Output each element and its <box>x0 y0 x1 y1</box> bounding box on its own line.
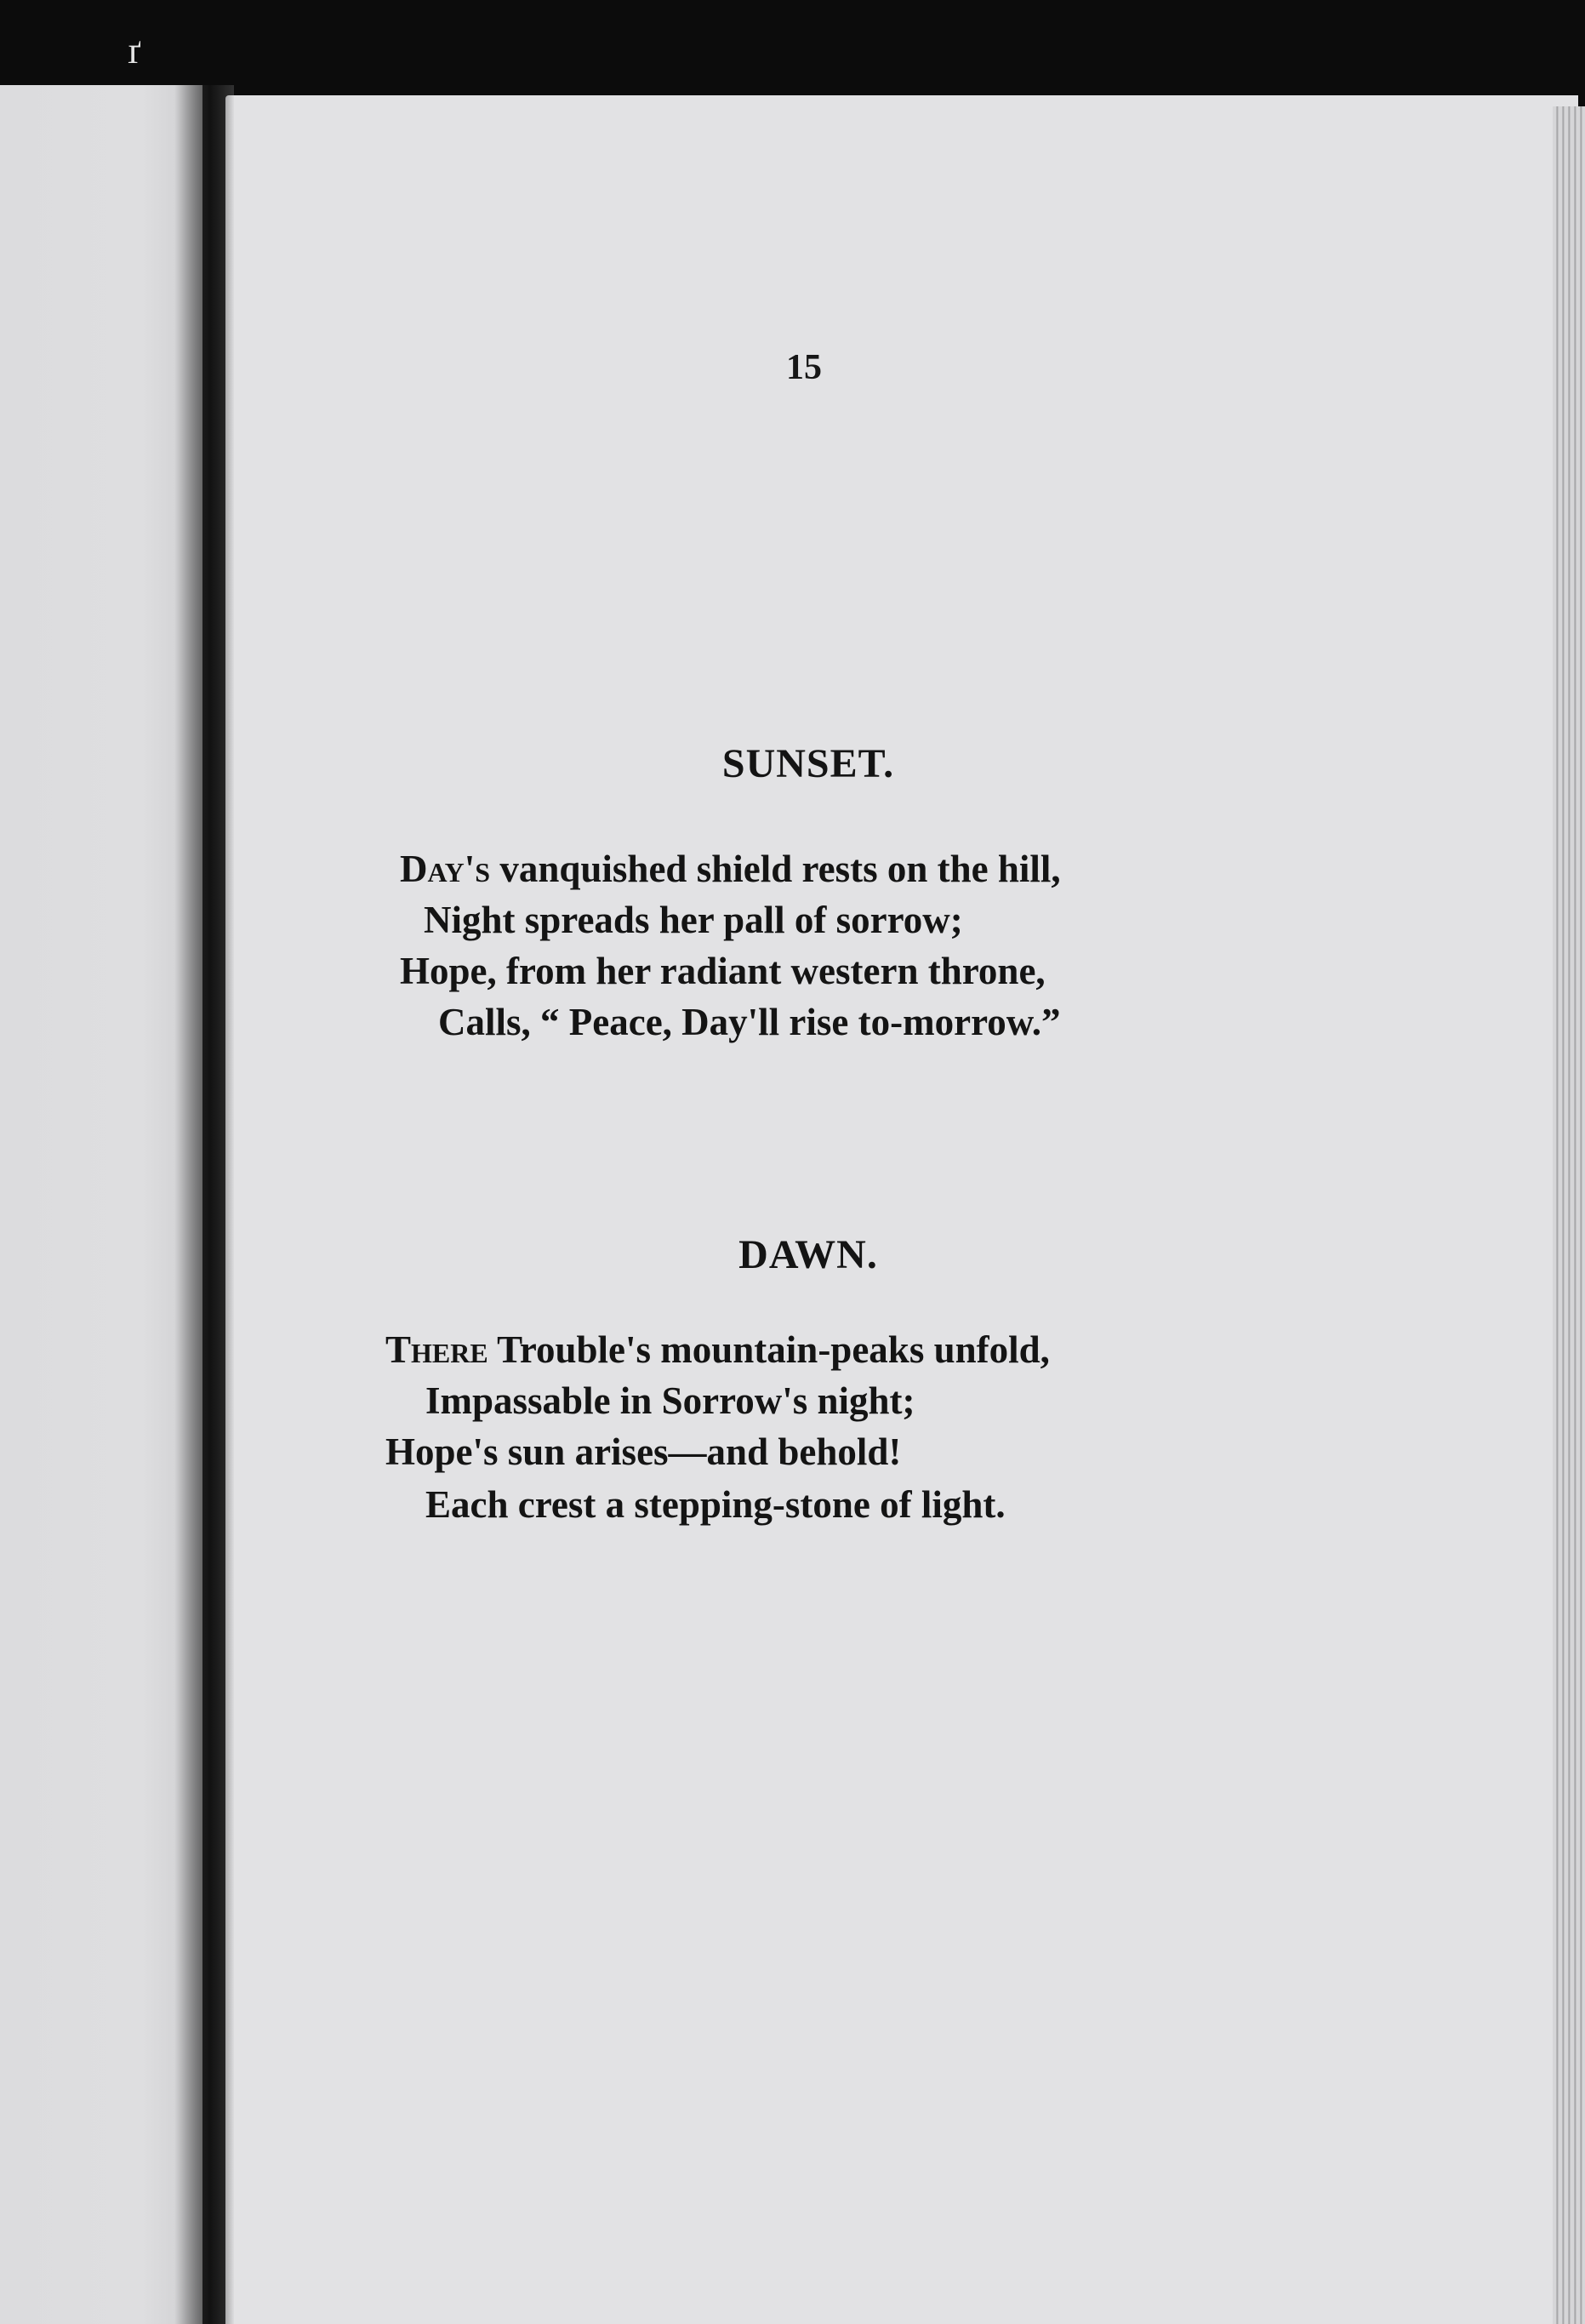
poem-line: Each crest a stepping-stone of light. <box>425 1483 1006 1526</box>
drop-word: There <box>385 1328 488 1371</box>
poem-line: Calls, “ Peace, Day'll rise to-morrow.” <box>438 1001 1061 1043</box>
line-text: vanquished shield rests on the hill, <box>490 848 1061 890</box>
facing-page <box>0 85 202 2324</box>
page-number: 15 <box>786 348 822 387</box>
poem-title-dawn: DAWN. <box>738 1232 878 1277</box>
poem-line <box>400 847 1061 891</box>
poem-line: Hope's sun arises—and behold! <box>385 1430 902 1473</box>
poem-line: Night spreads her pall of sorrow; <box>424 899 963 941</box>
line-text: Trouble's mountain-peaks unfold, <box>487 1328 1050 1371</box>
page-edges <box>1553 106 1585 2324</box>
poem-title-sunset: SUNSET. <box>721 741 895 786</box>
poem-line: Impassable in Sorrow's night; <box>425 1379 915 1422</box>
book-page <box>225 95 1578 2324</box>
drop-word: Day's <box>400 848 491 890</box>
poem-line: Hope, from her radiant western throne, <box>400 950 1046 992</box>
poem-line <box>385 1328 1050 1372</box>
binding-gutter <box>174 85 234 2324</box>
scan-artifact-mark: ґ <box>128 30 141 71</box>
